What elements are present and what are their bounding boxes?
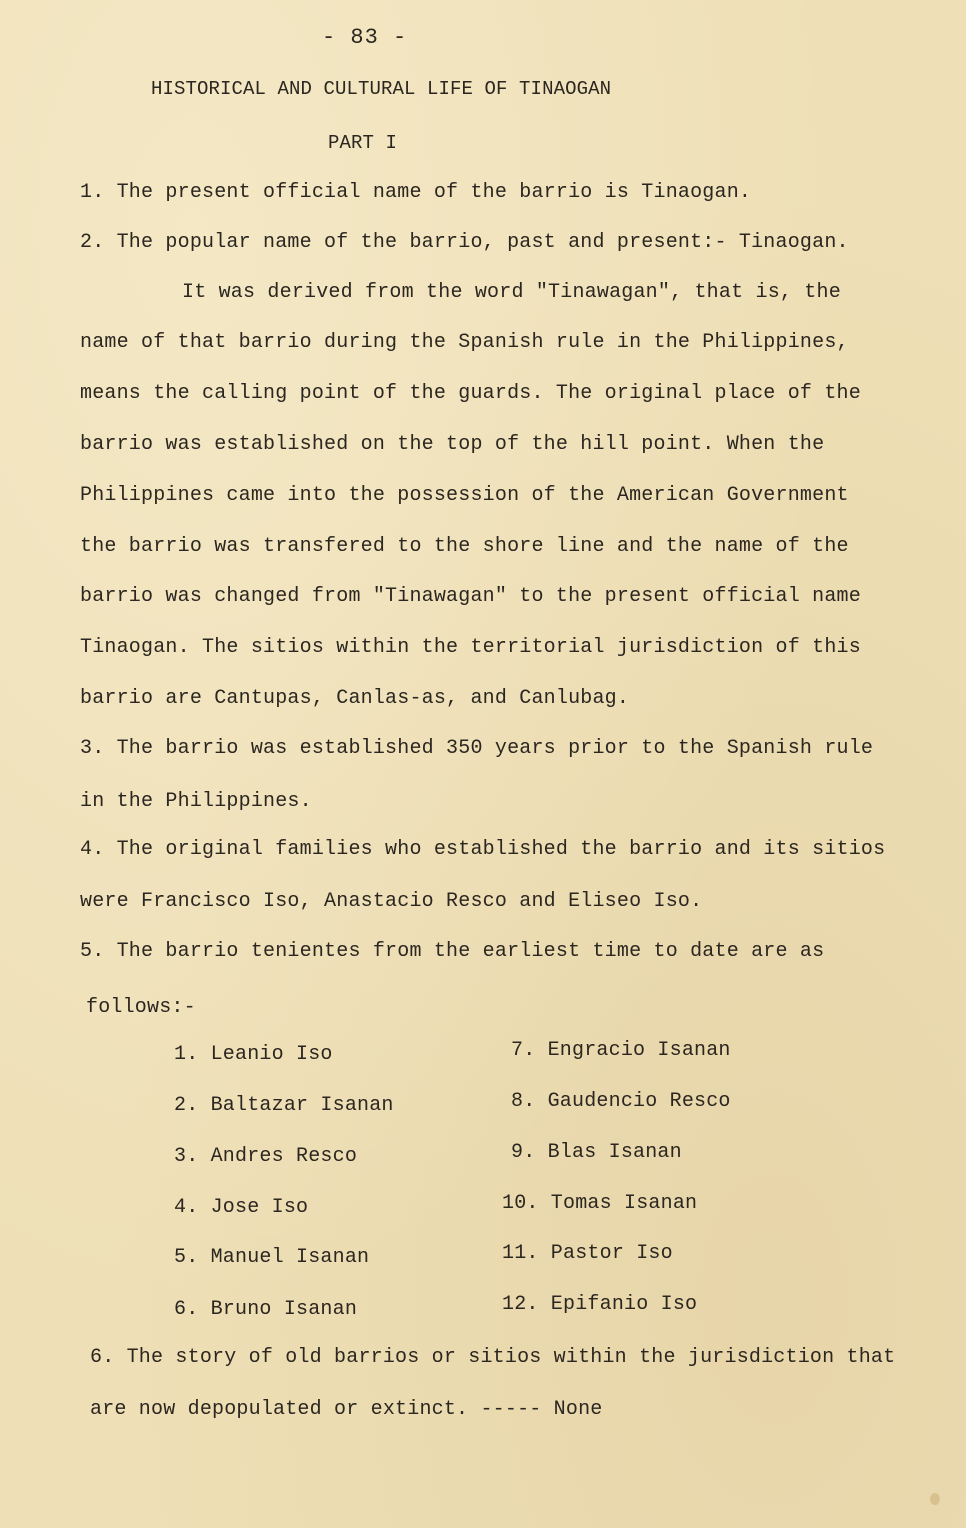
paragraph-line: means the calling point of the guards. The original place of the [80,382,861,405]
teniente-item: 7. Engracio Isanan [511,1039,731,1062]
teniente-item: 5. Manuel Isanan [174,1246,370,1269]
teniente-item: 2. Baltazar Isanan [174,1094,394,1117]
paragraph-line: 3. The barrio was established 350 years prior to the Spanish rule [80,737,874,760]
paper-stain [930,1493,940,1505]
paragraph-line: 1. The present official name of the barrio is Tinaogan. [80,181,752,204]
paragraph-line: 6. The story of old barrios or sitios within the jurisdiction that [90,1346,896,1369]
page-number: - 83 - [322,25,408,50]
paragraph-line: 5. The barrio tenientes from the earliest time to date are as [80,940,825,963]
teniente-item: 10. Tomas Isanan [502,1192,698,1215]
teniente-item: 1. Leanio Iso [174,1043,333,1066]
paragraph-line: were Francisco Iso, Anastacio Resco and Eliseo Iso. [80,890,703,913]
paragraph-line: follows:- [86,996,196,1019]
paragraph-line: are now depopulated or extinct. ----- None [90,1398,603,1421]
paragraph-line: barrio was changed from "Tinawagan" to the present official name [80,585,861,608]
paragraph-line: It was derived from the word "Tinawagan", that is, the [182,281,841,304]
paragraph-line: Tinaogan. The sitios within the territorial jurisdiction of this [80,636,861,659]
teniente-item: 3. Andres Resco [174,1145,358,1168]
teniente-item: 4. Jose Iso [174,1196,309,1219]
teniente-item: 6. Bruno Isanan [174,1298,358,1321]
document-title: HISTORICAL AND CULTURAL LIFE OF TINAOGAN [151,78,612,100]
paragraph-line: the barrio was transfered to the shore line and the name of the [80,535,849,558]
teniente-item: 12. Epifanio Iso [502,1293,698,1316]
part-heading: PART I [328,132,398,154]
paragraph-line: 4. The original families who established the barrio and its sitios [80,838,886,861]
teniente-item: 8. Gaudencio Resco [511,1090,731,1113]
paragraph-line: 2. The popular name of the barrio, past and present:- Tinaogan. [80,231,849,254]
paragraph-line: Philippines came into the possession of the American Government [80,484,849,507]
paragraph-line: name of that barrio during the Spanish rule in the Philippines, [80,331,849,354]
paragraph-line: in the Philippines. [80,790,312,813]
paragraph-line: barrio was established on the top of the hill point. When the [80,433,825,456]
paragraph-line: barrio are Cantupas, Canlas-as, and Canlubag. [80,687,630,710]
teniente-item: 9. Blas Isanan [511,1141,682,1164]
teniente-item: 11. Pastor Iso [502,1242,673,1265]
